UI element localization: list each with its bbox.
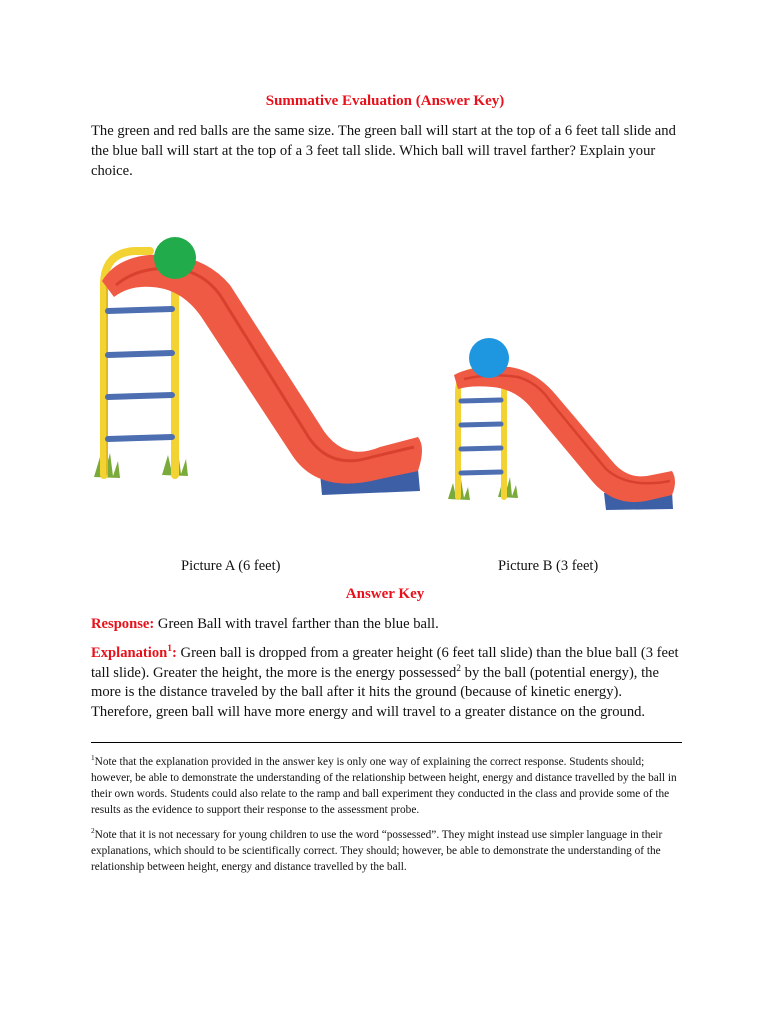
document-title: Summative Evaluation (Answer Key) [265, 93, 505, 109]
slides-illustration [80, 225, 690, 525]
answer-key-heading: Answer Key [345, 586, 425, 602]
footnote-ref-2: 2 [456, 663, 462, 674]
question-text: The green and red balls are the same size. The green ball will start at the top of a 6 feet tall slide and the blue ball will start at the top of a 3 feet tall slide. Which ball will travel farther? Explain your choice. [91, 123, 676, 179]
footnote-1 [91, 754, 683, 818]
footnote-1-marker: 1 [91, 753, 95, 763]
footnote-2 [91, 827, 683, 875]
response-text: Green Ball with travel farther than the blue ball. [154, 616, 439, 632]
explanation-text-part-2: by the ball (potential energy), the more is the distance traveled by the ball after it hits the ground (because of kinetic energy). Therefore, green ball will have more energy and will travel to a greater distance on the ground. [91, 664, 659, 720]
response-paragraph [91, 616, 439, 633]
caption-picture-b: Picture B (3 feet) [498, 558, 599, 574]
caption-picture-a: Picture A (6 feet) [181, 558, 281, 574]
footnote-1-text: Note that the explanation provided in the answer key is only one way of explaining the correct response. Students should; however, be able to demonstrate the understanding of the relationship between height, energy and distance travelled by the ball in their own words. Students could also relate to the ramp and ball experiment they conducted in the class and provide some of the results as the evidence to support their response to the assessment probe. [91, 756, 677, 816]
footnote-2-marker: 2 [91, 826, 95, 836]
response-label: Response: [91, 616, 155, 632]
slide-a-illustration [94, 237, 422, 495]
slide-b-illustration [448, 338, 675, 510]
green-ball [154, 237, 196, 279]
footnote-divider [91, 742, 682, 743]
explanation-paragraph [91, 644, 683, 722]
ladder-rungs-a [108, 309, 172, 439]
explanation-text-part-1: Green ball is dropped from a greater height (6 feet tall slide) than the blue ball (3 feet tall slide). Greater the height, the more is the energy possessed [91, 645, 679, 681]
explanation-label: Explanation$^1$: [91, 644, 177, 661]
footnote-2-text: Note that it is not necessary for young children to use the word “possessed”. They might instead use simpler language in their explanations, which should to be scientifically correct. They should; however, be able to demonstrate the understanding of the relationship between height, energy and distance travelled by the ball. [91, 829, 663, 873]
footnote-ref-1: 1 [167, 644, 172, 655]
blue-ball [469, 338, 509, 378]
ladder-rungs-b [461, 400, 501, 473]
